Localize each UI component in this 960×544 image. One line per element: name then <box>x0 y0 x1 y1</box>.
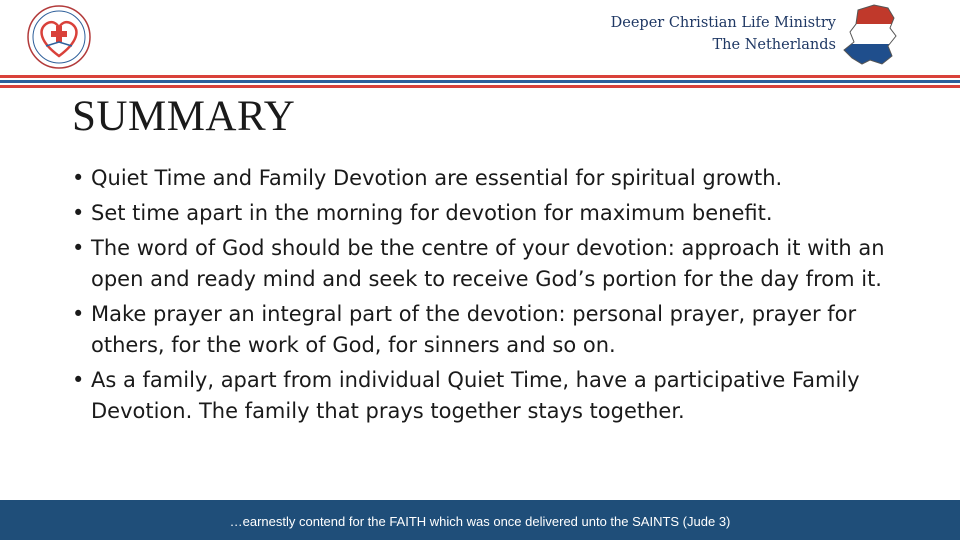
bullet-item <box>72 163 892 194</box>
footer-banner <box>0 500 960 540</box>
header-divider-stripes <box>0 75 960 89</box>
org-country-line: The Netherlands <box>712 37 836 53</box>
bullet-icon: • <box>72 236 85 260</box>
bullet-text: As a family, apart from individual Quiet Time, have a participative Family Devotion. The family that prays together stays together. <box>91 368 860 423</box>
organization-name <box>611 12 836 56</box>
netherlands-map-icon <box>840 2 902 66</box>
bullet-text: The word of God should be the centre of your devotion: approach it with an open and ready mind and seek to receive God’s portion for the day from it. <box>91 236 885 291</box>
bullet-icon: • <box>72 166 85 190</box>
dclm-logo-icon <box>26 4 92 70</box>
footer-scripture-text: …earnestly contend for the FAITH which was once delivered unto the SAINTS (Jude 3) <box>229 514 731 529</box>
bullet-text: Make prayer an integral part of the devotion: personal prayer, prayer for others, for the work of God, for sinners and so on. <box>91 302 857 357</box>
bullet-item <box>72 299 892 361</box>
slide-title: SUMMARY <box>72 93 296 140</box>
org-name-line: Deeper Christian Life Ministry <box>610 15 836 31</box>
bullet-icon: • <box>72 368 85 392</box>
bullet-icon: • <box>72 302 85 326</box>
summary-bullet-list <box>72 163 892 431</box>
bullet-icon: • <box>72 201 85 225</box>
bullet-text: Quiet Time and Family Devotion are essential for spiritual growth. <box>91 166 783 190</box>
bullet-item <box>72 365 892 427</box>
bullet-text: Set time apart in the morning for devotion for maximum benefit. <box>91 201 773 225</box>
bullet-item <box>72 198 892 229</box>
bullet-item <box>72 233 892 295</box>
